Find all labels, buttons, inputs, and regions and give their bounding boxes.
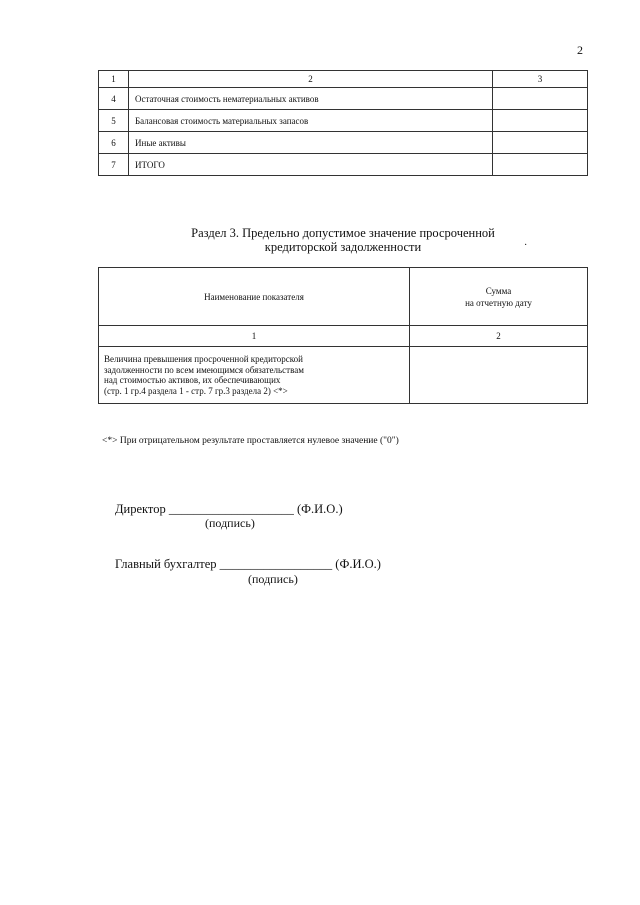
- accountant-blank: __________________: [219, 557, 333, 571]
- column-number-row: [99, 326, 588, 347]
- row-number: 7: [99, 154, 129, 176]
- assets-table: [98, 70, 588, 176]
- row-name: Иные активы: [129, 132, 493, 154]
- director-blank: ____________________: [168, 502, 294, 516]
- page-number: 2: [577, 43, 583, 57]
- accountant-signature-caption: (подпись): [248, 572, 298, 586]
- table-row: [99, 154, 588, 176]
- row-value: [493, 132, 588, 154]
- director-signature-line: [115, 502, 343, 517]
- row-value: [493, 110, 588, 132]
- indicator-line: задолженности по всем имеющимся обязательствам: [104, 364, 304, 375]
- sum-header-line-2: на отчетную дату: [465, 297, 532, 308]
- header-col-3: 3: [493, 71, 588, 88]
- header-col-2: 2: [129, 71, 493, 88]
- row-name: Балансовая стоимость материальных запасов: [129, 110, 493, 132]
- table-header-row: [99, 71, 588, 88]
- indicator-value: [410, 347, 588, 404]
- header-col-1: 1: [99, 71, 129, 88]
- table-row: [99, 347, 588, 404]
- row-name: ИТОГО: [129, 154, 493, 176]
- row-value: [493, 154, 588, 176]
- section-title-line-2: кредиторской задолженности: [264, 240, 422, 254]
- accountant-fio: (Ф.И.О.): [335, 557, 381, 571]
- row-value: [493, 88, 588, 110]
- overdue-table: [98, 267, 588, 404]
- director-signature-caption: (подпись): [205, 516, 255, 530]
- row-number: 6: [99, 132, 129, 154]
- indicator-line: над стоимостью активов, их обеспечивающих: [104, 375, 281, 385]
- table-row: [99, 110, 588, 132]
- sum-header-line-1: Сумма: [485, 285, 512, 296]
- table-row: [99, 88, 588, 110]
- accountant-signature-line: [115, 557, 381, 572]
- col-number-2: 2: [410, 326, 588, 347]
- row-number: 5: [99, 110, 129, 132]
- accountant-label: Главный бухгалтер: [115, 557, 217, 571]
- stray-dot: ·: [524, 240, 528, 251]
- table-header-row: [99, 268, 588, 326]
- section-title: [98, 226, 588, 254]
- indicator-name-header: Наименование показателя: [99, 268, 410, 326]
- col-number-1: 1: [99, 326, 410, 347]
- indicator-description: [99, 347, 410, 404]
- indicator-line: (стр. 1 гр.4 раздела 1 - стр. 7 гр.3 раздела 2) <*>: [104, 385, 288, 396]
- row-number: 4: [99, 88, 129, 110]
- director-fio: (Ф.И.О.): [296, 502, 343, 516]
- row-name: Остаточная стоимость нематериальных активов: [129, 88, 493, 110]
- table-row: [99, 132, 588, 154]
- footnote: <*> При отрицательном результате проставляется нулевое значение ("0"): [102, 436, 399, 446]
- director-label: Директор: [115, 502, 166, 516]
- sum-header: [410, 268, 588, 326]
- indicator-line: Величина превышения просроченной кредиторской: [104, 354, 303, 364]
- section-title-line-1: Раздел 3. Предельно допустимое значение просроченной: [191, 226, 495, 240]
